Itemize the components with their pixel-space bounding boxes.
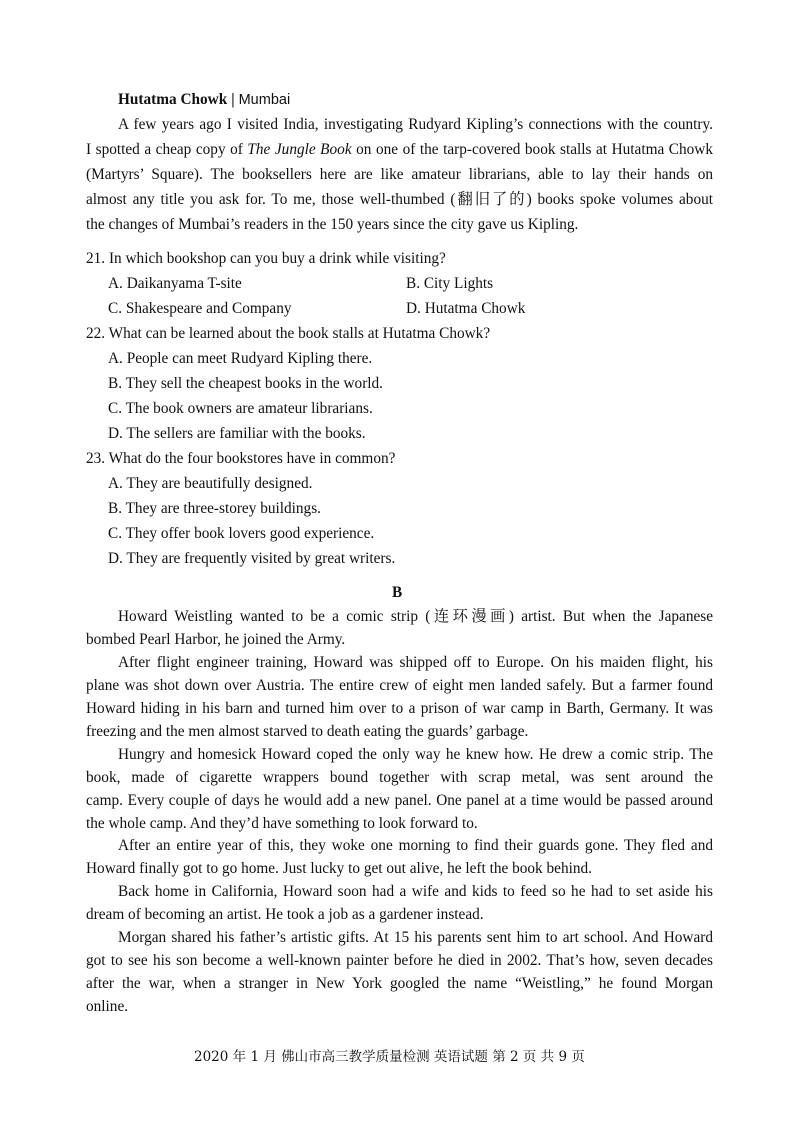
passage-line: got to see his son become a well-known painter before he died in 2002. That’s how, seven decades [86,952,713,969]
passage-line: After an entire year of this, they woke one morning to find their guards gone. They fled and [118,837,713,854]
paragraph-line [86,141,713,159]
question-stem: 21. In which bookshop can you buy a drink while visiting? [86,250,446,267]
passage-line: Morgan shared his father’s artistic gifts. At 15 his parents sent him to art school. And Howard [118,929,713,946]
answer-option: B. They are three-storey buildings. [108,500,321,517]
question-stem: 22. What can be learned about the book stalls at Hutatma Chowk? [86,325,491,342]
paragraph-line: A few years ago I visited India, investigating Rudyard Kipling’s connections with the country. [118,116,713,133]
passage-heading [118,91,290,109]
text-run: I spotted a cheap copy of [86,141,248,158]
paragraph-line: (Martyrs’ Square). The booksellers here are like amateur librarians, able to lay their hands on [86,166,713,183]
text-run: on one of the tarp-covered book stalls at Hutatma Chowk [351,141,713,158]
answer-option: D. They are frequently visited by great writers. [108,550,396,567]
answer-option: C. The book owners are amateur librarians. [108,400,373,417]
answer-option: B. They sell the cheapest books in the world. [108,375,384,392]
passage-line: book, made of cigarette wrappers bound together with scrap metal, was sent around the [86,769,713,786]
answer-option: A. They are beautifully designed. [108,475,313,492]
passage-line: Hungry and homesick Howard coped the only way he knew how. He drew a comic strip. The [118,746,713,763]
passage-line: freezing and the men almost starved to death eating the guards’ garbage. [86,723,529,740]
paragraph-line: almost any title you ask for. To me, those well-thumbed (翻旧了的) books spoke volumes about [86,191,713,208]
answer-option: A. Daikanyama T-site [108,275,242,292]
passage-line: after the war, when a stranger in New York googled the name “Weistling,” he found Morgan [86,975,713,992]
answer-option: D. The sellers are familiar with the books. [108,425,366,442]
passage-line: After flight engineer training, Howard was shipped off to Europe. On his maiden flight, his [118,654,713,671]
page-footer: 2020 年 1 月 佛山市高三教学质量检测 英语试题 第 2 页 共 9 页 [194,1049,585,1065]
section-label: B [392,584,403,601]
heading-city: Mumbai [238,92,291,108]
answer-option: C. Shakespeare and Company [108,300,292,317]
heading-separator: | [231,91,235,108]
paragraph-line: the changes of Mumbai’s readers in the 150 years since the city gave us Kipling. [86,216,579,233]
passage-line: Howard hiding in his barn and turned him over to a prison of war camp in Barth, Germany. It was [86,700,713,717]
book-title: The Jungle Book [247,141,352,158]
passage-line: dream of becoming an artist. He took a job as a gardener instead. [86,906,484,923]
answer-option: B. City Lights [406,275,494,292]
passage-line: online. [86,998,129,1015]
passage-line: camp. Every couple of days he would add a new panel. One panel at a time would be passed around [86,792,713,809]
passage-line: Back home in California, Howard soon had a wife and kids to feed so he had to set aside his [118,883,713,900]
passage-line: Howard Weistling wanted to be a comic strip (连环漫画) artist. But when the Japanese [118,608,713,625]
passage-line: bombed Pearl Harbor, he joined the Army. [86,631,346,648]
answer-option: A. People can meet Rudyard Kipling there. [108,350,373,367]
passage-line: the whole camp. And they’d have something to look forward to. [86,815,478,832]
heading-name: Hutatma Chowk [118,91,228,108]
passage-line: Howard finally got to go home. Just lucky to get out alive, he left the book behind. [86,860,592,877]
passage-line: plane was shot down over Austria. The entire crew of eight men landed safely. But a farmer found [86,677,713,694]
answer-option: C. They offer book lovers good experience. [108,525,375,542]
answer-option: D. Hutatma Chowk [406,300,526,317]
question-stem: 23. What do the four bookstores have in common? [86,450,396,467]
